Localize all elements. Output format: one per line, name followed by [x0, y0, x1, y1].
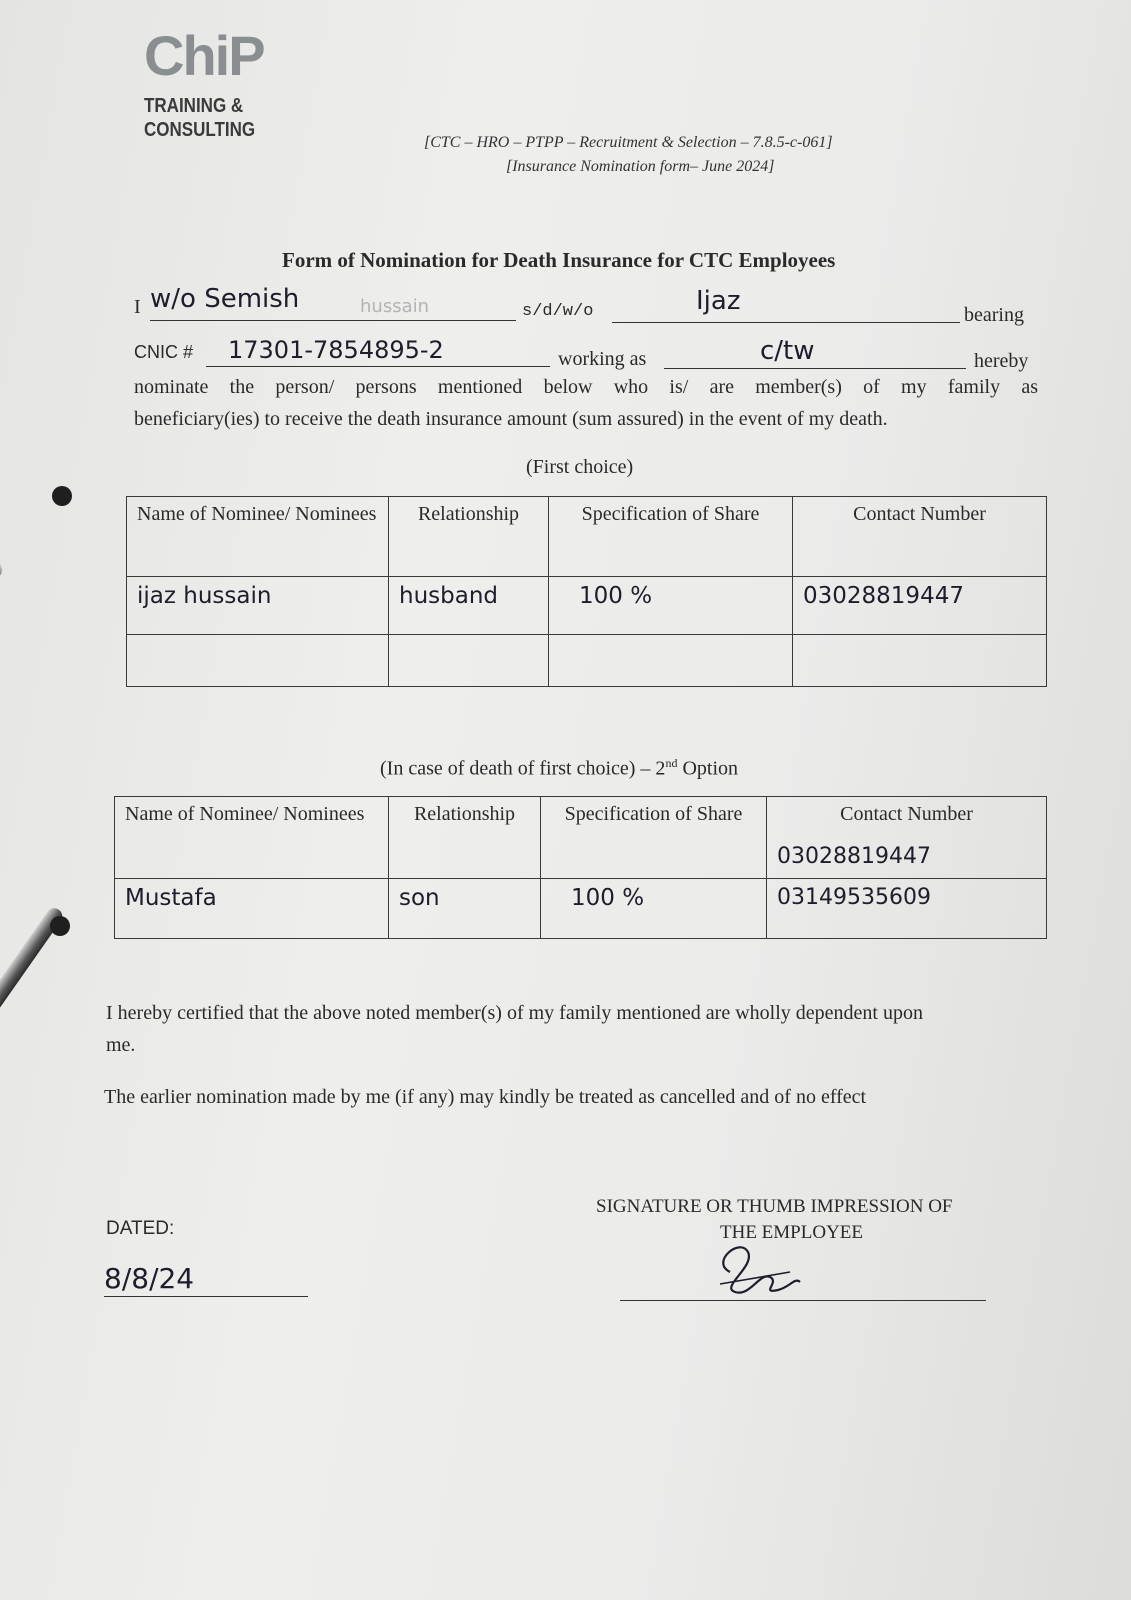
relationship-handwritten: husband: [399, 583, 499, 609]
signature-label-2: THE EMPLOYEE: [720, 1222, 864, 1243]
nominee-contact[interactable]: [767, 879, 1047, 939]
working-as-underline: [664, 368, 966, 369]
employee-name-handwritten: w/o Semish: [150, 284, 300, 314]
second-option-table: [114, 796, 1047, 939]
cnic-underline: [206, 366, 550, 367]
second-option-pre: (In case of death of first choice) – 2: [380, 757, 666, 780]
nominee-share-empty[interactable]: [549, 635, 793, 687]
contact-handwritten: 03149535609: [777, 885, 931, 910]
decl-i: I: [134, 296, 141, 318]
form-title: Form of Nomination for Death Insurance for CTC Employees: [282, 248, 836, 272]
first-choice-table: [126, 496, 1047, 687]
punch-hole-top: [52, 486, 72, 506]
dated-label: DATED:: [106, 1218, 175, 1239]
binder-clip-top: [0, 473, 5, 580]
nominee-name[interactable]: [115, 879, 389, 939]
table-row: [127, 577, 1047, 635]
logo-training: TRAINING &: [144, 95, 244, 117]
earlier-nomination-note: The earlier nomination made by me (if any) may kindly be treated as cancelled and of no effect: [104, 1086, 867, 1108]
logo-consulting: CONSULTING: [144, 119, 256, 141]
nominee-name-empty[interactable]: [127, 635, 389, 687]
header-contact-label: Contact Number: [840, 803, 973, 825]
nominee-relationship[interactable]: [389, 879, 541, 939]
nominee-contact-empty[interactable]: [793, 635, 1047, 687]
nominee-name-handwritten: Mustafa: [125, 885, 217, 911]
header-nominee: Name of Nominee/ Nominees: [115, 797, 389, 879]
table-row: [115, 879, 1047, 939]
working-as-label: working as: [558, 348, 647, 370]
certification-line-2: me.: [106, 1034, 136, 1056]
relationship-handwritten: son: [399, 885, 440, 911]
header-relationship: Relationship: [389, 497, 549, 577]
nominee-relationship-empty[interactable]: [389, 635, 549, 687]
nominee-share[interactable]: [541, 879, 767, 939]
header-nominee: Name of Nominee/ Nominees: [127, 497, 389, 577]
decl-hereby: hereby: [974, 350, 1029, 372]
employee-name-faint: hussain: [360, 296, 430, 317]
sdwo-underline: [612, 322, 960, 323]
first-choice-heading: (First choice): [526, 456, 634, 478]
logo-chip: ChiP: [144, 24, 264, 87]
working-as-handwritten: c/tw: [760, 336, 815, 366]
certification-line-1: I hereby certified that the above noted member(s) of my family mentioned are wholly dependent upon: [106, 1002, 923, 1024]
punch-hole-bottom: [50, 916, 70, 936]
cnic-handwritten: 17301-7854895-2: [228, 336, 444, 364]
share-handwritten: 100 %: [571, 885, 645, 911]
header-relationship: Relationship: [389, 797, 541, 879]
decl-line-4: beneficiary(ies) to receive the death insurance amount (sum assured) in the event of my death.: [134, 408, 888, 430]
share-handwritten: 100 %: [579, 583, 653, 609]
second-option-sup: nd: [665, 756, 678, 770]
second-option-heading: [380, 756, 738, 781]
sdwo-handwritten: Ijaz: [696, 286, 741, 316]
name-underline: [150, 320, 516, 321]
signature-label-1: SIGNATURE OR THUMB IMPRESSION OF: [596, 1196, 953, 1217]
table-header-row: [115, 797, 1047, 879]
header-contact: [767, 797, 1047, 879]
contact-extra-handwritten: 03028819447: [777, 844, 931, 869]
reference-line-2: [Insurance Nomination form– June 2024]: [506, 158, 775, 175]
nominee-share[interactable]: [549, 577, 793, 635]
cnic-label: CNIC #: [134, 342, 194, 362]
reference-line-1: [CTC – HRO – PTPP – Recruitment & Selection – 7.8.5-c-061]: [424, 134, 833, 151]
dated-handwritten: 8/8/24: [104, 1262, 195, 1295]
nominee-contact[interactable]: [793, 577, 1047, 635]
dated-underline: [104, 1296, 308, 1297]
second-option-post: Option: [677, 757, 738, 780]
table-row: [127, 635, 1047, 687]
nominee-name[interactable]: [127, 577, 389, 635]
decl-bearing: bearing: [964, 304, 1024, 326]
decl-sdwo: s/d/w/o: [522, 302, 594, 321]
header-contact: Contact Number: [793, 497, 1047, 577]
nominee-relationship[interactable]: [389, 577, 549, 635]
signature-line: [620, 1300, 986, 1301]
table-header-row: [127, 497, 1047, 577]
header-share: Specification of Share: [549, 497, 793, 577]
decl-line-3: nominate the person/ persons mentioned below who is/ are member(s) of my family as: [134, 376, 1038, 398]
nominee-name-handwritten: ijaz hussain: [137, 583, 272, 609]
header-share: Specification of Share: [541, 797, 767, 879]
contact-handwritten: 03028819447: [803, 583, 964, 609]
employee-signature: [700, 1232, 820, 1302]
